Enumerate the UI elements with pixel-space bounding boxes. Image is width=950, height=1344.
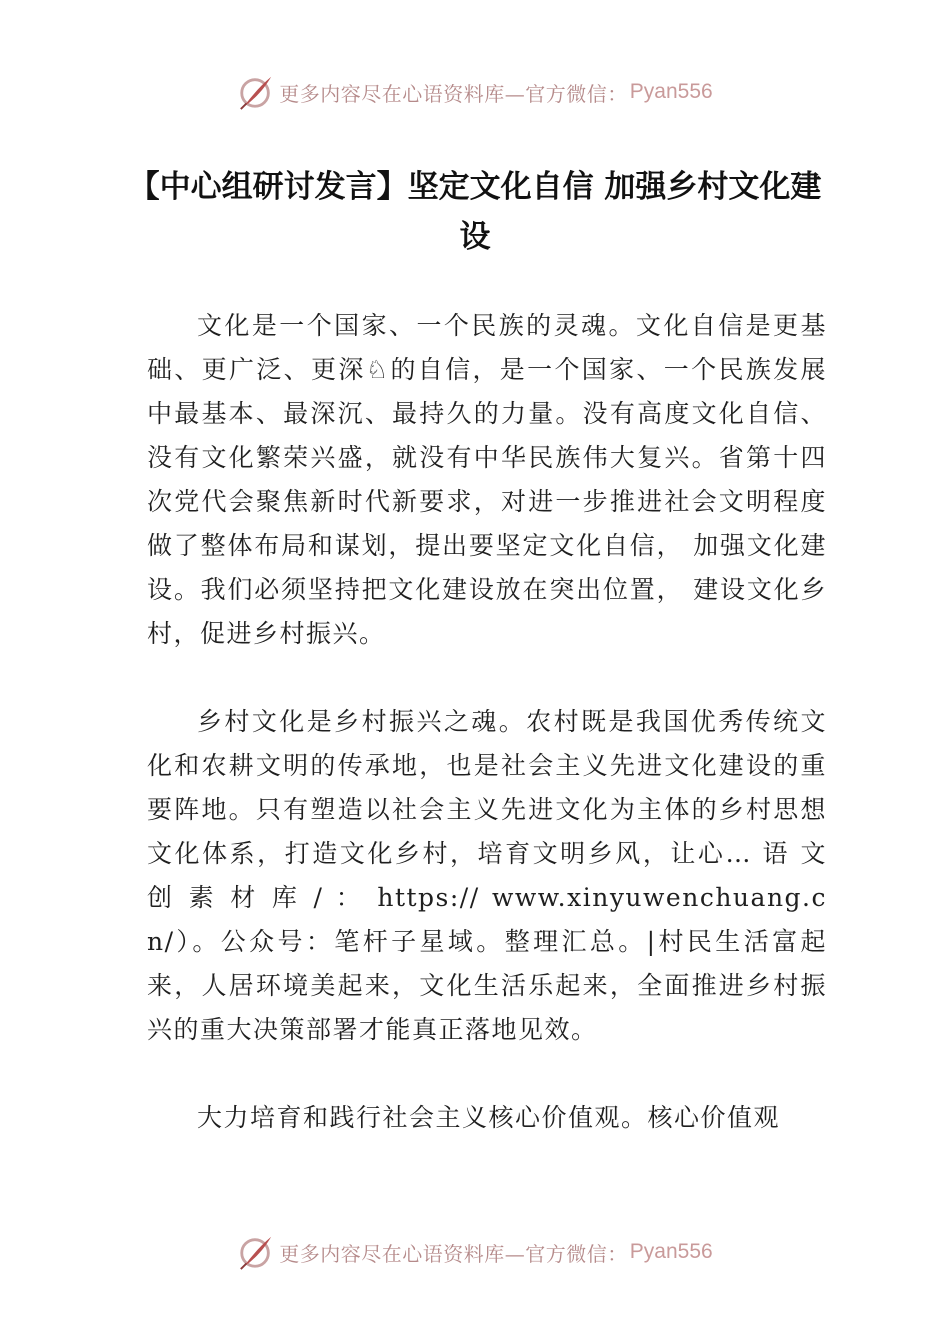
banner-slogan: 更多内容尽在心语资料库—官方微信： — [279, 81, 628, 106]
paragraph-3: 大力培育和践行社会主义核心价值观。核心价值观 — [197, 1103, 781, 1132]
banner-wechat-id: Pyan556 — [629, 80, 713, 103]
paragraph-1: 文化是一个国家、一个民族的灵魂。文化自信是更基础、更广泛、更深♘的自信，是一个国家、一个民族发展中最基本、最深沉、最持久的力量。没有高度文化自信、没有文化繁荣兴盛，就没有中华民族伟大复兴。省第十四次党代会聚焦新时代新要求，对进一步推进社会文明程度做了整体布局和谋划，提出要坚定文化自信， 加强文化建设。我们必须坚持把文化建设放在突出位置， 建设文化乡村，促进乡村振兴。 — [147, 311, 827, 648]
paragraph-2: 乡村文化是乡村振兴之魂。农村既是我国优秀传统文化和农耕文明的传承地，也是社会主义先进文化建设的重要阵地。只有塑造以社会主义先进文化为主体的乡村思想文化体系，打造文化乡村，培育文明乡风，让心… 语 文 创 素 材 库 / ： https:// www.xinyuwenchuang.cn/）。公众号：笔杆子星域。整理汇总。|村民生活富起来，人居环境美起来，文化生活乐起来，全面推进乡村振兴的重大决策部署才能真正落地见效。 — [147, 707, 827, 1044]
header-banner — [0, 72, 950, 112]
quill-logo-icon — [237, 73, 275, 111]
footer-slogan: 更多内容尽在心语资料库—官方微信： — [279, 1241, 628, 1266]
footer-banner — [0, 1232, 950, 1272]
document-title: 【中心组研讨发言】坚定文化自信 加强乡村文化建设 — [128, 169, 822, 255]
quill-logo-icon — [237, 1233, 275, 1271]
footer-wechat-id: Pyan556 — [629, 1240, 713, 1263]
article-body — [147, 304, 827, 1184]
